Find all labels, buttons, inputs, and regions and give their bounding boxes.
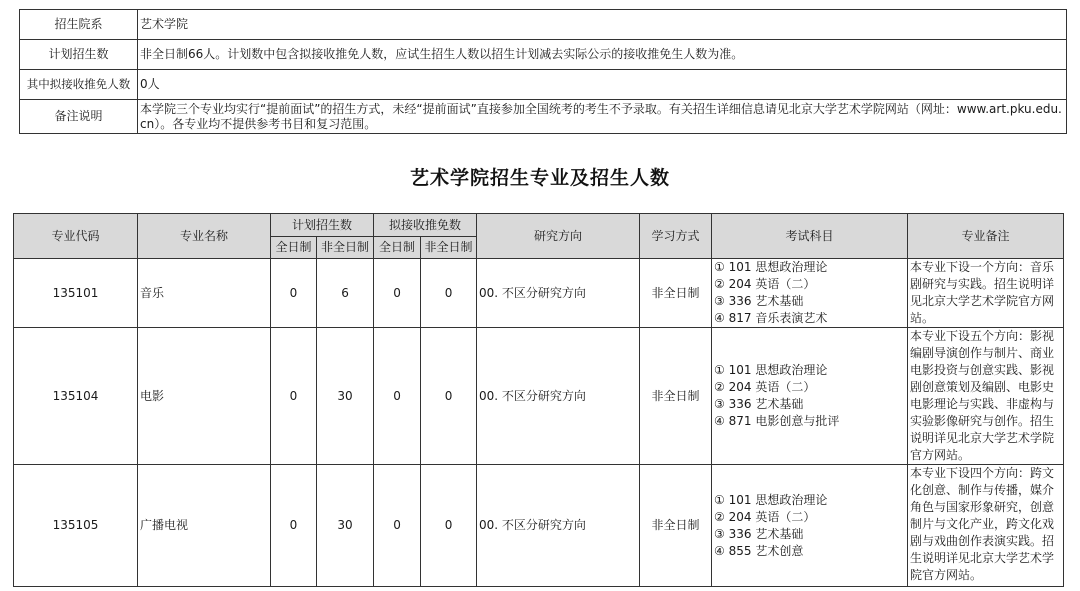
- rec-part-time: 0: [421, 465, 477, 587]
- research-direction: 00. 不区分研究方向: [477, 328, 640, 465]
- header-row: [14, 214, 1064, 237]
- header-recommend: 拟接收推免数: [374, 214, 477, 237]
- table-row: [14, 328, 1064, 465]
- exam-subjects: [712, 328, 908, 465]
- study-mode: 非全日制: [640, 465, 712, 587]
- plan-full-time: 0: [271, 328, 317, 465]
- plan-part-time: 6: [317, 259, 374, 328]
- exam-subject: ② 204 英语（二）: [714, 380, 816, 394]
- header-name: 专业名称: [138, 214, 271, 259]
- section-title: 艺术学院招生专业及招生人数: [409, 167, 670, 189]
- header-remarks: 专业备注: [908, 214, 1064, 259]
- header-code: 专业代码: [14, 214, 138, 259]
- info-value: 艺术学院: [138, 10, 1067, 40]
- info-value: 0人: [138, 70, 1067, 100]
- exam-subject: ④ 855 艺术创意: [714, 543, 804, 558]
- exam-subjects: [712, 465, 908, 587]
- header-rec-part-time: 非全日制: [421, 237, 477, 259]
- exam-subject: ② 204 英语（二）: [714, 277, 816, 291]
- exam-subject: ① 101 思想政治理论: [714, 260, 828, 274]
- table-row: [14, 259, 1064, 328]
- exam-subjects: [712, 259, 908, 328]
- plan-part-time: 30: [317, 328, 374, 465]
- header-plan-part-time: 非全日制: [317, 237, 374, 259]
- study-mode: 非全日制: [640, 328, 712, 465]
- info-row-recommended: [20, 70, 1067, 100]
- major-code: 135101: [14, 259, 138, 328]
- exam-subject: ③ 336 艺术基础: [714, 526, 804, 541]
- exam-subject: ① 101 思想政治理论: [714, 492, 828, 507]
- info-row-department: [20, 10, 1067, 40]
- exam-subject: ① 101 思想政治理论: [714, 363, 828, 377]
- info-value: 非全日制66人。计划数中包含拟接收推免人数，应试生招生人数以招生计划减去实际公示的接收推免生人数为准。: [138, 40, 1067, 70]
- rec-full-time: 0: [374, 465, 421, 587]
- exam-subject: ③ 336 艺术基础: [714, 294, 804, 308]
- info-label: 招生院系: [20, 10, 138, 40]
- rec-full-time: 0: [374, 328, 421, 465]
- exam-subject: ③ 336 艺术基础: [714, 397, 804, 411]
- major-code: 135105: [14, 465, 138, 587]
- info-label: 计划招生数: [20, 40, 138, 70]
- table-row: [14, 465, 1064, 587]
- major-remarks: 本专业下设一个方向：音乐剧研究与实践。招生说明详见北京大学艺术学院官方网站。: [908, 259, 1064, 328]
- info-row-planned-enrollment: [20, 40, 1067, 70]
- admission-info-table: [19, 9, 1067, 134]
- exam-subject: ② 204 英语（二）: [714, 509, 816, 524]
- study-mode: 非全日制: [640, 259, 712, 328]
- info-row-remarks: [20, 100, 1067, 134]
- rec-part-time: 0: [421, 328, 477, 465]
- major-code: 135104: [14, 328, 138, 465]
- header-plan-full-time: 全日制: [271, 237, 317, 259]
- research-direction: 00. 不区分研究方向: [477, 465, 640, 587]
- info-value: 本学院三个专业均实行“提前面试”的招生方式，未经“提前面试”直接参加全国统考的考生不予录取。有关招生详细信息请见北京大学艺术学院网站（网址：www.art.pku.edu.cn）。各专业均不提供参考书目和复习范围。: [138, 100, 1067, 134]
- research-direction: 00. 不区分研究方向: [477, 259, 640, 328]
- header-subjects: 考试科目: [712, 214, 908, 259]
- plan-full-time: 0: [271, 259, 317, 328]
- header-rec-full-time: 全日制: [374, 237, 421, 259]
- major-remarks: 本专业下设五个方向：影视编剧导演创作与制片、商业电影投资与创意实践、影视剧创意策划及编剧、电影史电影理论与实践、非虚构与实验影像研究与创作。招生说明详见北京大学艺术学院官方网站。: [908, 328, 1064, 465]
- header-direction: 研究方向: [477, 214, 640, 259]
- info-label: 其中拟接收推免人数: [20, 70, 138, 100]
- plan-part-time: 30: [317, 465, 374, 587]
- major-name: 广播电视: [138, 465, 271, 587]
- plan-full-time: 0: [271, 465, 317, 587]
- rec-part-time: 0: [421, 259, 477, 328]
- exam-subject: ④ 871 电影创意与批评: [714, 414, 840, 428]
- info-label: 备注说明: [20, 100, 138, 134]
- major-name: 电影: [138, 328, 271, 465]
- header-plan: 计划招生数: [271, 214, 374, 237]
- majors-table: [13, 213, 1064, 587]
- major-name: 音乐: [138, 259, 271, 328]
- exam-subject: ④ 817 音乐表演艺术: [714, 311, 828, 325]
- major-remarks: 本专业下设四个方向：跨文化创意、制作与传播，媒介角色与国家形象研究，创意制片与文化产业，跨文化戏剧与戏曲创作表演实践。招生说明详见北京大学艺术学院官方网站。: [908, 465, 1064, 587]
- rec-full-time: 0: [374, 259, 421, 328]
- header-study-mode: 学习方式: [640, 214, 712, 259]
